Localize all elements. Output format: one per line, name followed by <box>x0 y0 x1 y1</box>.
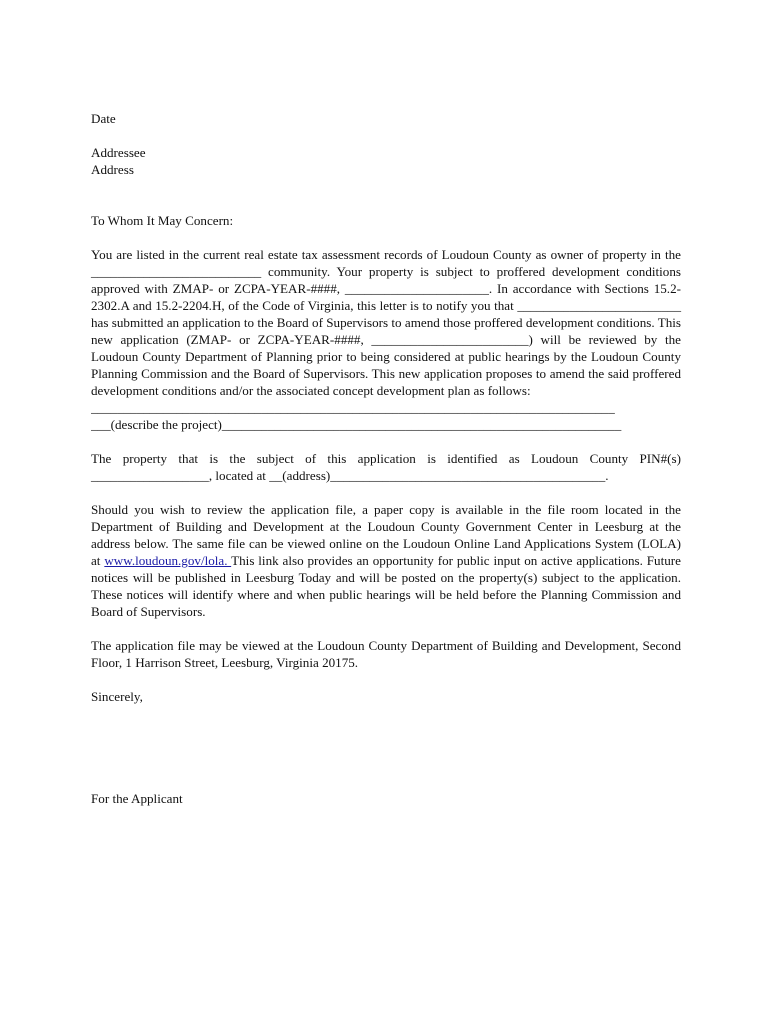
paragraph-file-location: The application file may be viewed at the Loudoun County Department of Building and Development, Second Floor, 1 Harrison Street, Leesburg, Virginia 20175. <box>91 638 681 670</box>
paragraph-review-file <box>91 501 681 620</box>
paragraph-blank-line: ________________________________________________________________________________ <box>91 400 615 415</box>
letter-address: Address <box>91 162 134 177</box>
letter-addressee: Addressee <box>91 145 146 160</box>
letter-signature: For the Applicant <box>91 791 183 806</box>
paragraph-application-notice: You are listed in the current real estate tax assessment records of Loudoun County as owner of property in the __________________________ community. Your property is subject to proffered development conditions approved with ZMAP- or ZCPA-YEAR-####, ______________________. In accordance with Sections 15.2-2302.A and 15.2-2204.H, of the Code of Virginia, this letter is to notify you that _________________________ has submitted an application to the Board of Supervisors to amend those proffered development conditions. This new application (ZMAP- or ZCPA-YEAR-####, ________________________) will be reviewed by the Loudoun County Department of Planning prior to being considered at public hearings by the Loudoun County Planning Commission and the Board of Supervisors. This new application proposes to amend the said proffered development conditions and/or the associated concept development plan as follows: <box>91 247 681 398</box>
letter-salutation: To Whom It May Concern: <box>91 213 234 228</box>
review-text-before-link: Should you wish to review the application file, a paper copy is available in the file room located in the Department of Building and Development at the Loudoun County Government Center in Leesburg at the address below. The same file can be viewed online on the Loudoun Online Land Applications System (LOLA) at <box>91 502 681 568</box>
lola-link[interactable]: www.loudoun.gov/lola. <box>104 553 232 568</box>
letter-date: Date <box>91 111 116 126</box>
paragraph-property-pin: The property that is the subject of this application is identified as Loudoun County PIN#(s) __________________, located at __(address)__________________________________________. <box>91 451 681 483</box>
paragraph-describe-project: ___(describe the project)_____________________________________________________________ <box>91 417 622 432</box>
letter-body <box>91 110 681 807</box>
letter-closing: Sincerely, <box>91 689 143 704</box>
review-text-after-link: This link also provides an opportunity for public input on active applications. Future notices will be published in Leesburg Today and will be posted on the property(s) subject to the application. These notices will identify where and when public hearings will be held before the Planning Commission and Board of Supervisors. <box>91 553 681 619</box>
